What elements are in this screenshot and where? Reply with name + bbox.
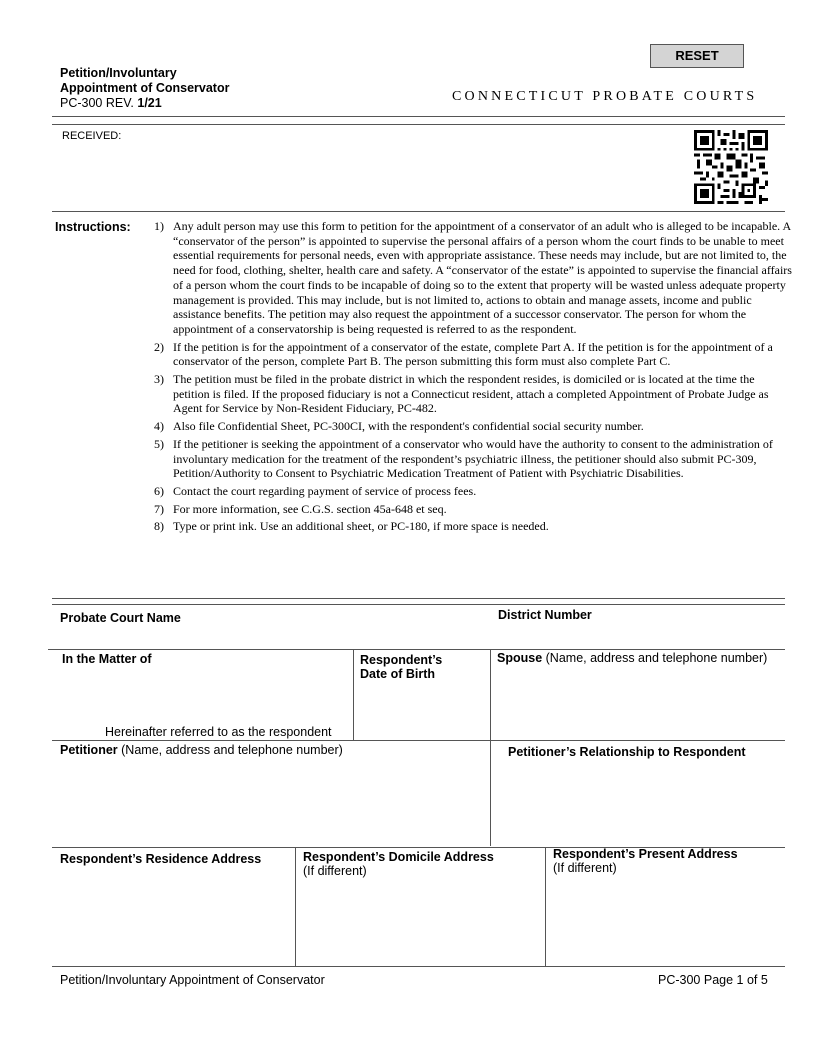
spouse-hint: (Name, address and telephone number) xyxy=(545,651,768,665)
residence-address-label: Respondent’s Residence Address xyxy=(60,852,262,866)
instruction-text: If the petition is for the appointment of a conservator of the estate, complete Part A. If the petition is for the appointment of a conservator of the person, complete Part B. The person submitting this form must also complete Part C. xyxy=(173,339,773,369)
present-hint: (If different) xyxy=(553,861,617,875)
footer-form-title: Petition/Involuntary Appointment of Conservator xyxy=(60,973,325,987)
present-address-text: Respondent’s Present Address xyxy=(553,847,738,861)
instruction-item xyxy=(154,484,794,499)
form-title-line2: Appointment of Conservator xyxy=(60,81,230,95)
instruction-number: 8) xyxy=(154,519,164,534)
instruction-item xyxy=(154,372,794,416)
address-divider xyxy=(52,966,785,967)
residence-domicile-divider xyxy=(295,848,296,966)
form-title-line1: Petition/Involuntary xyxy=(60,66,177,80)
instructions-label: Instructions: xyxy=(55,220,131,234)
instruction-text: Also file Confidential Sheet, PC-300CI, with the respondent's confidential social security number. xyxy=(173,419,644,434)
petitioner-hint: (Name, address and telephone number) xyxy=(121,743,343,757)
court-system-name: CONNECTICUT PROBATE COURTS xyxy=(452,89,758,104)
instructions-list xyxy=(154,219,794,537)
reset-button[interactable]: RESET xyxy=(650,44,744,68)
instruction-text: Contact the court regarding payment of service of process fees. xyxy=(173,483,477,498)
form-title xyxy=(60,66,229,111)
matter-divider xyxy=(52,740,785,741)
instruction-item xyxy=(154,340,794,369)
footer-page-number: PC-300 Page 1 of 5 xyxy=(658,973,768,987)
district-number-label: District Number xyxy=(498,608,592,622)
instruction-text: For more information, see C.G.S. section 45a-648 et seq. xyxy=(173,501,447,516)
instruction-item xyxy=(154,437,794,481)
instruction-number: 7) xyxy=(154,501,164,516)
matter-dob-divider xyxy=(353,650,354,740)
domicile-hint: (If different) xyxy=(303,864,367,878)
form-revision-date: 1/21 xyxy=(137,96,162,110)
instruction-number: 3) xyxy=(154,372,164,387)
present-address-label xyxy=(553,847,738,875)
instruction-number: 6) xyxy=(154,483,164,498)
respondent-dob-label xyxy=(360,653,442,681)
respondent-dob-line2: Date of Birth xyxy=(360,667,435,681)
instruction-number: 4) xyxy=(154,419,164,434)
instruction-number: 1) xyxy=(154,219,164,233)
hereinafter-label: Hereinafter referred to as the respondent xyxy=(105,725,332,739)
instruction-item xyxy=(154,502,794,517)
instruction-number: 2) xyxy=(154,339,164,354)
instruction-item xyxy=(154,519,794,534)
petitioner-label-text: Petitioner xyxy=(60,743,118,757)
instructions-divider-bottom xyxy=(52,604,785,605)
petitioner-relationship-label: Petitioner’s Relationship to Respondent xyxy=(508,745,746,759)
spouse-label-text: Spouse xyxy=(497,651,543,665)
petitioner-label xyxy=(60,743,343,757)
domicile-address-text: Respondent’s Domicile Address xyxy=(303,850,494,864)
domicile-address-label xyxy=(303,850,494,878)
header-divider-top xyxy=(52,116,785,117)
court-divider xyxy=(48,649,785,650)
in-the-matter-of-label: In the Matter of xyxy=(62,652,152,666)
probate-court-name-label: Probate Court Name xyxy=(60,611,181,625)
qr-code xyxy=(694,130,768,204)
instruction-text: Type or print ink. Use an additional sheet, or PC-180, if more space is needed. xyxy=(173,519,549,534)
form-revision xyxy=(60,96,229,111)
header-divider-bottom xyxy=(52,124,785,125)
dob-spouse-divider xyxy=(490,650,491,846)
instruction-text: The petition must be filed in the probate district in which the respondent resides, is domiciled or is located at the time the petition is filed. If the proposed fiduciary is not a Connecticut resident, attach a completed Appointment of Probate Judge as Agent for Service by Non-Resident Fiduciary, PC-482. xyxy=(173,372,769,416)
instruction-text: Any adult person may use this form to petition for the appointment of a conservator of an adult who is alleged to be incapable. A “conservator of the person” is appointed to supervise the personal affairs of a person whom the court finds to be unable to meet essential requirements for personal needs, even with appropriate assistance. These needs may include, but are not limited to, the need for food, clothing, shelter, health care and safety. A “conservator of the estate” is appointed to supervise the financial affairs of a person whom the court finds to be incapable of doing so to the extent that property will be wasted unless adequate property management is provided. This may include, but is not limited to, actions to obtain and manage assets, income and public assistance benefits. The petition may also request the appointment of a successor conservator. The person for whom the appointment of a conservatorship is being requested is referred to as the respondent. xyxy=(173,219,792,336)
domicile-present-divider xyxy=(545,848,546,966)
instruction-text: If the petitioner is seeking the appointment of a conservator who would have the authority to consent to the administration of involuntary medication for the treatment of the respondent’s psychiatric illness, the petitioner should also submit PC-309, Petition/Authority to Consent to Psychiatric Medication Treatment of Patient with Psychiatric Disabilities. xyxy=(173,436,773,481)
received-divider xyxy=(52,211,785,212)
instructions-divider-top xyxy=(52,598,785,599)
instruction-item xyxy=(154,419,794,434)
instruction-number: 5) xyxy=(154,436,164,451)
spouse-label xyxy=(497,651,767,665)
instruction-item xyxy=(154,219,794,337)
received-label: RECEIVED: xyxy=(62,130,122,142)
respondent-dob-line1: Respondent’s xyxy=(360,653,443,667)
form-number: PC-300 REV. xyxy=(60,96,134,110)
